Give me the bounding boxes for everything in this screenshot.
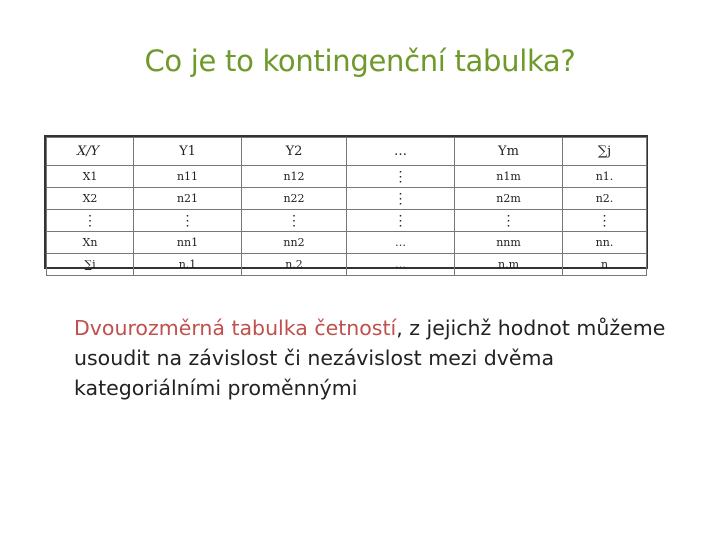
table-row xyxy=(47,254,647,276)
slide-title: Co je to kontingenční tabulka? xyxy=(144,44,576,78)
table-cell: ⋮ xyxy=(242,210,347,232)
table-cell: n1m xyxy=(455,166,563,188)
table-cell: ⋮ xyxy=(563,210,647,232)
table-cell: n1. xyxy=(563,166,647,188)
table-cell: ⋮ xyxy=(347,188,455,210)
table-cell: n2. xyxy=(563,188,647,210)
table-cell: n12 xyxy=(242,166,347,188)
contingency-table xyxy=(46,137,647,276)
table-cell: nnm xyxy=(455,232,563,254)
table-row xyxy=(47,232,647,254)
table-cell: … xyxy=(347,254,455,276)
table-cell: nn. xyxy=(563,232,647,254)
table-row xyxy=(47,138,647,166)
contingency-table-image xyxy=(44,135,648,269)
table-cell: X/Y xyxy=(47,138,134,166)
table-row xyxy=(47,188,647,210)
table-cell: nn1 xyxy=(134,232,242,254)
table-cell: n.m xyxy=(455,254,563,276)
table-cell: ∑i xyxy=(47,254,134,276)
table-cell: Y1 xyxy=(134,138,242,166)
table-cell: … xyxy=(347,138,455,166)
table-row xyxy=(47,210,647,232)
table-cell: X1 xyxy=(47,166,134,188)
table-cell: n2m xyxy=(455,188,563,210)
definition-body: , z jejichž hodnot můžeme usoudit na závislost či nezávislost mezi dvěma kategoriálními proměnnými xyxy=(74,316,666,400)
table-cell: ⋮ xyxy=(47,210,134,232)
table-cell: ∑j xyxy=(563,138,647,166)
table-cell: X2 xyxy=(47,188,134,210)
table-cell: … xyxy=(347,232,455,254)
table-cell: n.1 xyxy=(134,254,242,276)
definition-text xyxy=(74,313,674,403)
table-cell: ⋮ xyxy=(134,210,242,232)
table-cell: n xyxy=(563,254,647,276)
table-cell: n.2 xyxy=(242,254,347,276)
table-cell: Xn xyxy=(47,232,134,254)
table-cell: Ym xyxy=(455,138,563,166)
table-cell: n11 xyxy=(134,166,242,188)
table-cell: nn2 xyxy=(242,232,347,254)
table-cell: n21 xyxy=(134,188,242,210)
table-cell: Y2 xyxy=(242,138,347,166)
table-cell: ⋮ xyxy=(455,210,563,232)
table-cell: ⋮ xyxy=(347,210,455,232)
table-cell: n22 xyxy=(242,188,347,210)
table-cell: ⋮ xyxy=(347,166,455,188)
definition-term: Dvourozměrná tabulka četností xyxy=(74,316,397,340)
table-row xyxy=(47,166,647,188)
